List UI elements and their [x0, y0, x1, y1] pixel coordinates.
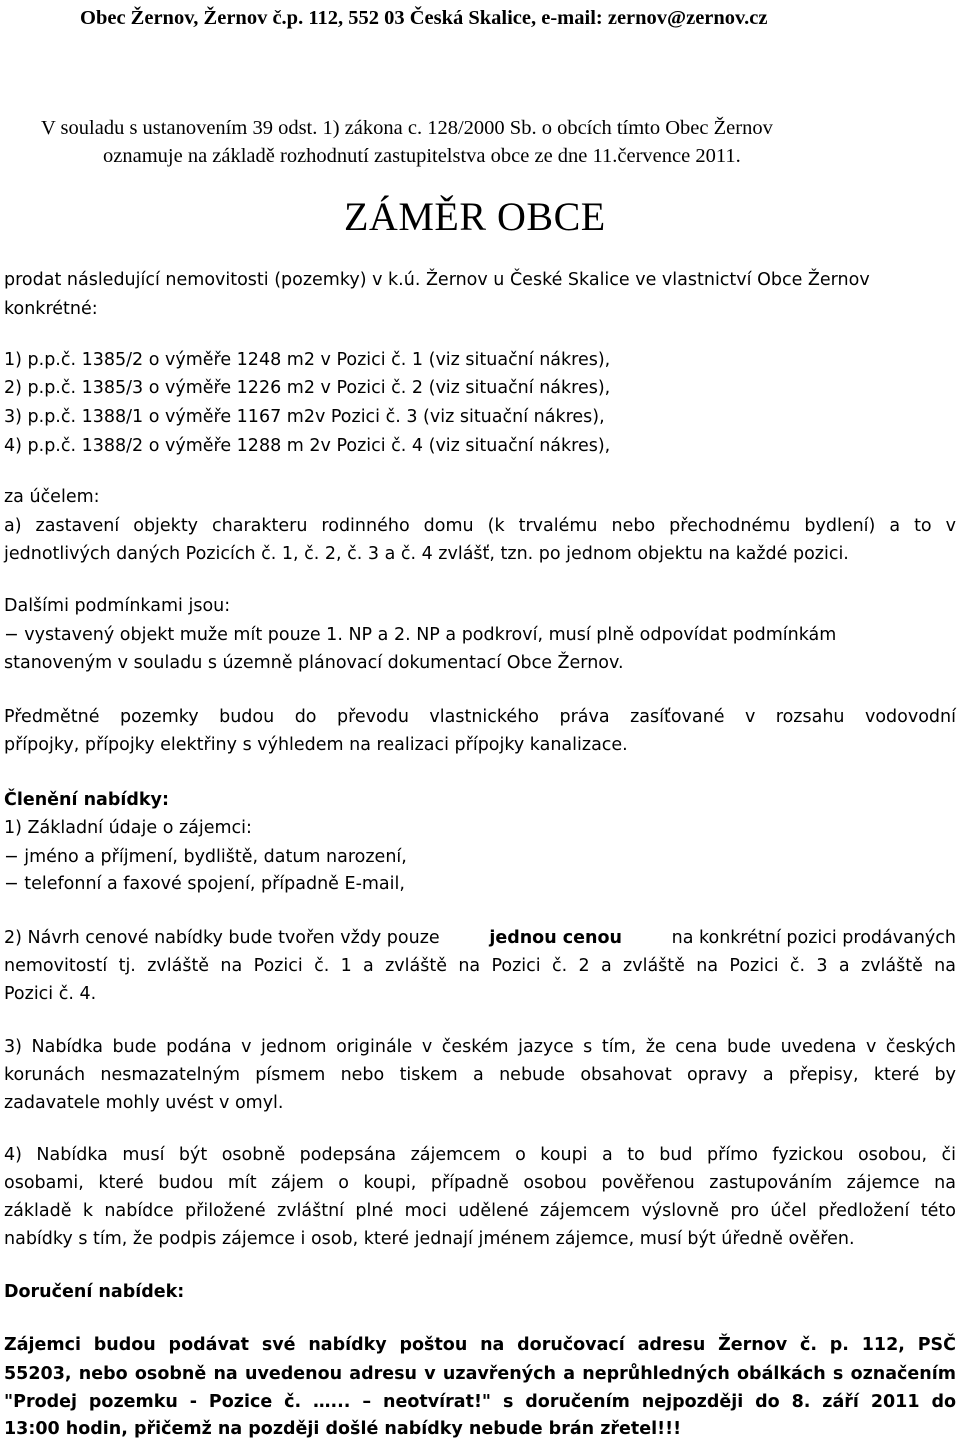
purpose-line: jednotlivých daných Pozicích č. 1, č. 2, č. 3 a č. 4 zvlášť, tzn. po jednom objektu na každé pozici. — [4, 544, 849, 564]
section-heading-offer: Členění nabídky: — [4, 790, 169, 810]
offer-item-2-text: na konkrétní pozici prodávaných — [666, 928, 956, 948]
offer-item-4-line: nabídky s tím, že podpis zájemce i osob, které jednají jménem zájemce, musí být úředně ověřen. — [4, 1229, 855, 1249]
intro-line: V souladu s ustanovením 39 odst. 1) zákona c. 128/2000 Sb. o obcích tímto Obec Žernov — [41, 117, 773, 139]
delivery-line: "Prodej pozemku - Pozice č. …... – neotvírat!" s doručením nejpozději do 8. září 2011 do — [4, 1392, 956, 1412]
conditions-label: Dalšími podmínkami jsou: — [4, 596, 231, 616]
parcel-item: 3) p.p.č. 1388/1 o výměře 1167 m2v Pozici č. 3 (viz situační nákres), — [4, 407, 605, 427]
offer-item-2-line — [4, 930, 956, 948]
offer-item-2-emphasis: jednou cenou — [489, 928, 622, 948]
purpose-line: a) zastavení objekty charakteru rodinného domu (k trvalému nebo přechodnému bydlení) a to v — [4, 516, 956, 536]
offer-item-2-text: 2) Návrh cenové nabídky bude tvořen vždy pouze — [4, 928, 446, 948]
offer-item-label: 1) Základní údaje o zájemci: — [4, 818, 252, 838]
offer-item-3-line: 3) Nabídka bude podána v jednom originále v českém jazyce s tím, že cena bude uvedena v českých — [4, 1037, 956, 1057]
offer-item-bullet: − jméno a příjmení, bydliště, datum narození, — [4, 847, 407, 867]
delivery-line: 13:00 hodin, přičemž na později došlé nabídky nebude brán zřetel!!! — [4, 1419, 682, 1439]
offer-item-3-line: zadavatele mohly uvést v omyl. — [4, 1093, 284, 1113]
page-title: ZÁMĚR OBCE — [344, 194, 606, 239]
offer-item-bullet: − telefonní a faxové spojení, případně E-mail, — [4, 874, 405, 894]
offer-item-4-line: osobami, které budou mít zájem o koupi, případně osobou pověřenou zastupováním zájemce na — [4, 1173, 956, 1193]
purpose-label: za účelem: — [4, 487, 100, 507]
parcel-item: 4) p.p.č. 1388/2 o výměře 1288 m 2v Pozici č. 4 (viz situační nákres), — [4, 436, 611, 456]
section-heading-delivery: Doručení nabídek: — [4, 1282, 185, 1302]
offer-item-3-line: korunách nesmazatelným písmem nebo tiskem a nebude obsahovat opravy a přepisy, které by — [4, 1065, 956, 1085]
intro-line: oznamuje na základě rozhodnutí zastupitelstva obce ze dne 11.července 2011. — [103, 145, 741, 167]
conditions-line: − vystavený objekt muže mít pouze 1. NP a 2. NP a podkroví, musí plně odpovídat podmínkám — [4, 625, 837, 645]
delivery-line: Zájemci budou podávat své nabídky poštou na doručovací adresu Žernov č. p. 112, PSČ — [4, 1335, 956, 1355]
offer-item-4-line: 4) Nabídka musí být osobně podepsána zájemcem o koupi a to bud přímo fyzickou osobou, či — [4, 1145, 956, 1165]
offer-item-4-line: základě k nabídce přiložené zvláštní plné moci udělené zájemcem výslovně pro účel předložení této — [4, 1201, 956, 1221]
parcel-item: 1) p.p.č. 1385/2 o výměře 1248 m2 v Pozici č. 1 (viz situační nákres), — [4, 350, 611, 370]
connections-line: přípojky, přípojky elektřiny s výhledem na realizaci přípojky kanalizace. — [4, 735, 628, 755]
connections-line: Předmětné pozemky budou do převodu vlastnického práva zasíťované v rozsahu vodovodní — [4, 707, 956, 727]
offer-item-2-line: nemovitostí tj. zvláště na Pozici č. 1 a zvláště na Pozici č. 2 a zvláště na Pozici č. 3 a zvláště na — [4, 956, 956, 976]
delivery-line: 55203, nebo osobně na uvedenou adresu v uzavřených a neprůhledných obálkách s označením — [4, 1364, 956, 1384]
conditions-line: stanoveným v souladu s územně plánovací dokumentací Obce Žernov. — [4, 653, 624, 673]
parcel-item: 2) p.p.č. 1385/3 o výměře 1226 m2 v Pozici č. 2 (viz situační nákres), — [4, 378, 611, 398]
letterhead: Obec Žernov, Žernov č.p. 112, 552 03 Česká Skalice, e-mail: zernov@zernov.cz — [80, 7, 768, 29]
subject-line: prodat následující nemovitosti (pozemky) v k.ú. Žernov u České Skalice ve vlastnictví Obce Žernov — [4, 270, 870, 290]
subject-line: konkrétné: — [4, 299, 98, 319]
offer-item-2-line: Pozici č. 4. — [4, 984, 97, 1004]
